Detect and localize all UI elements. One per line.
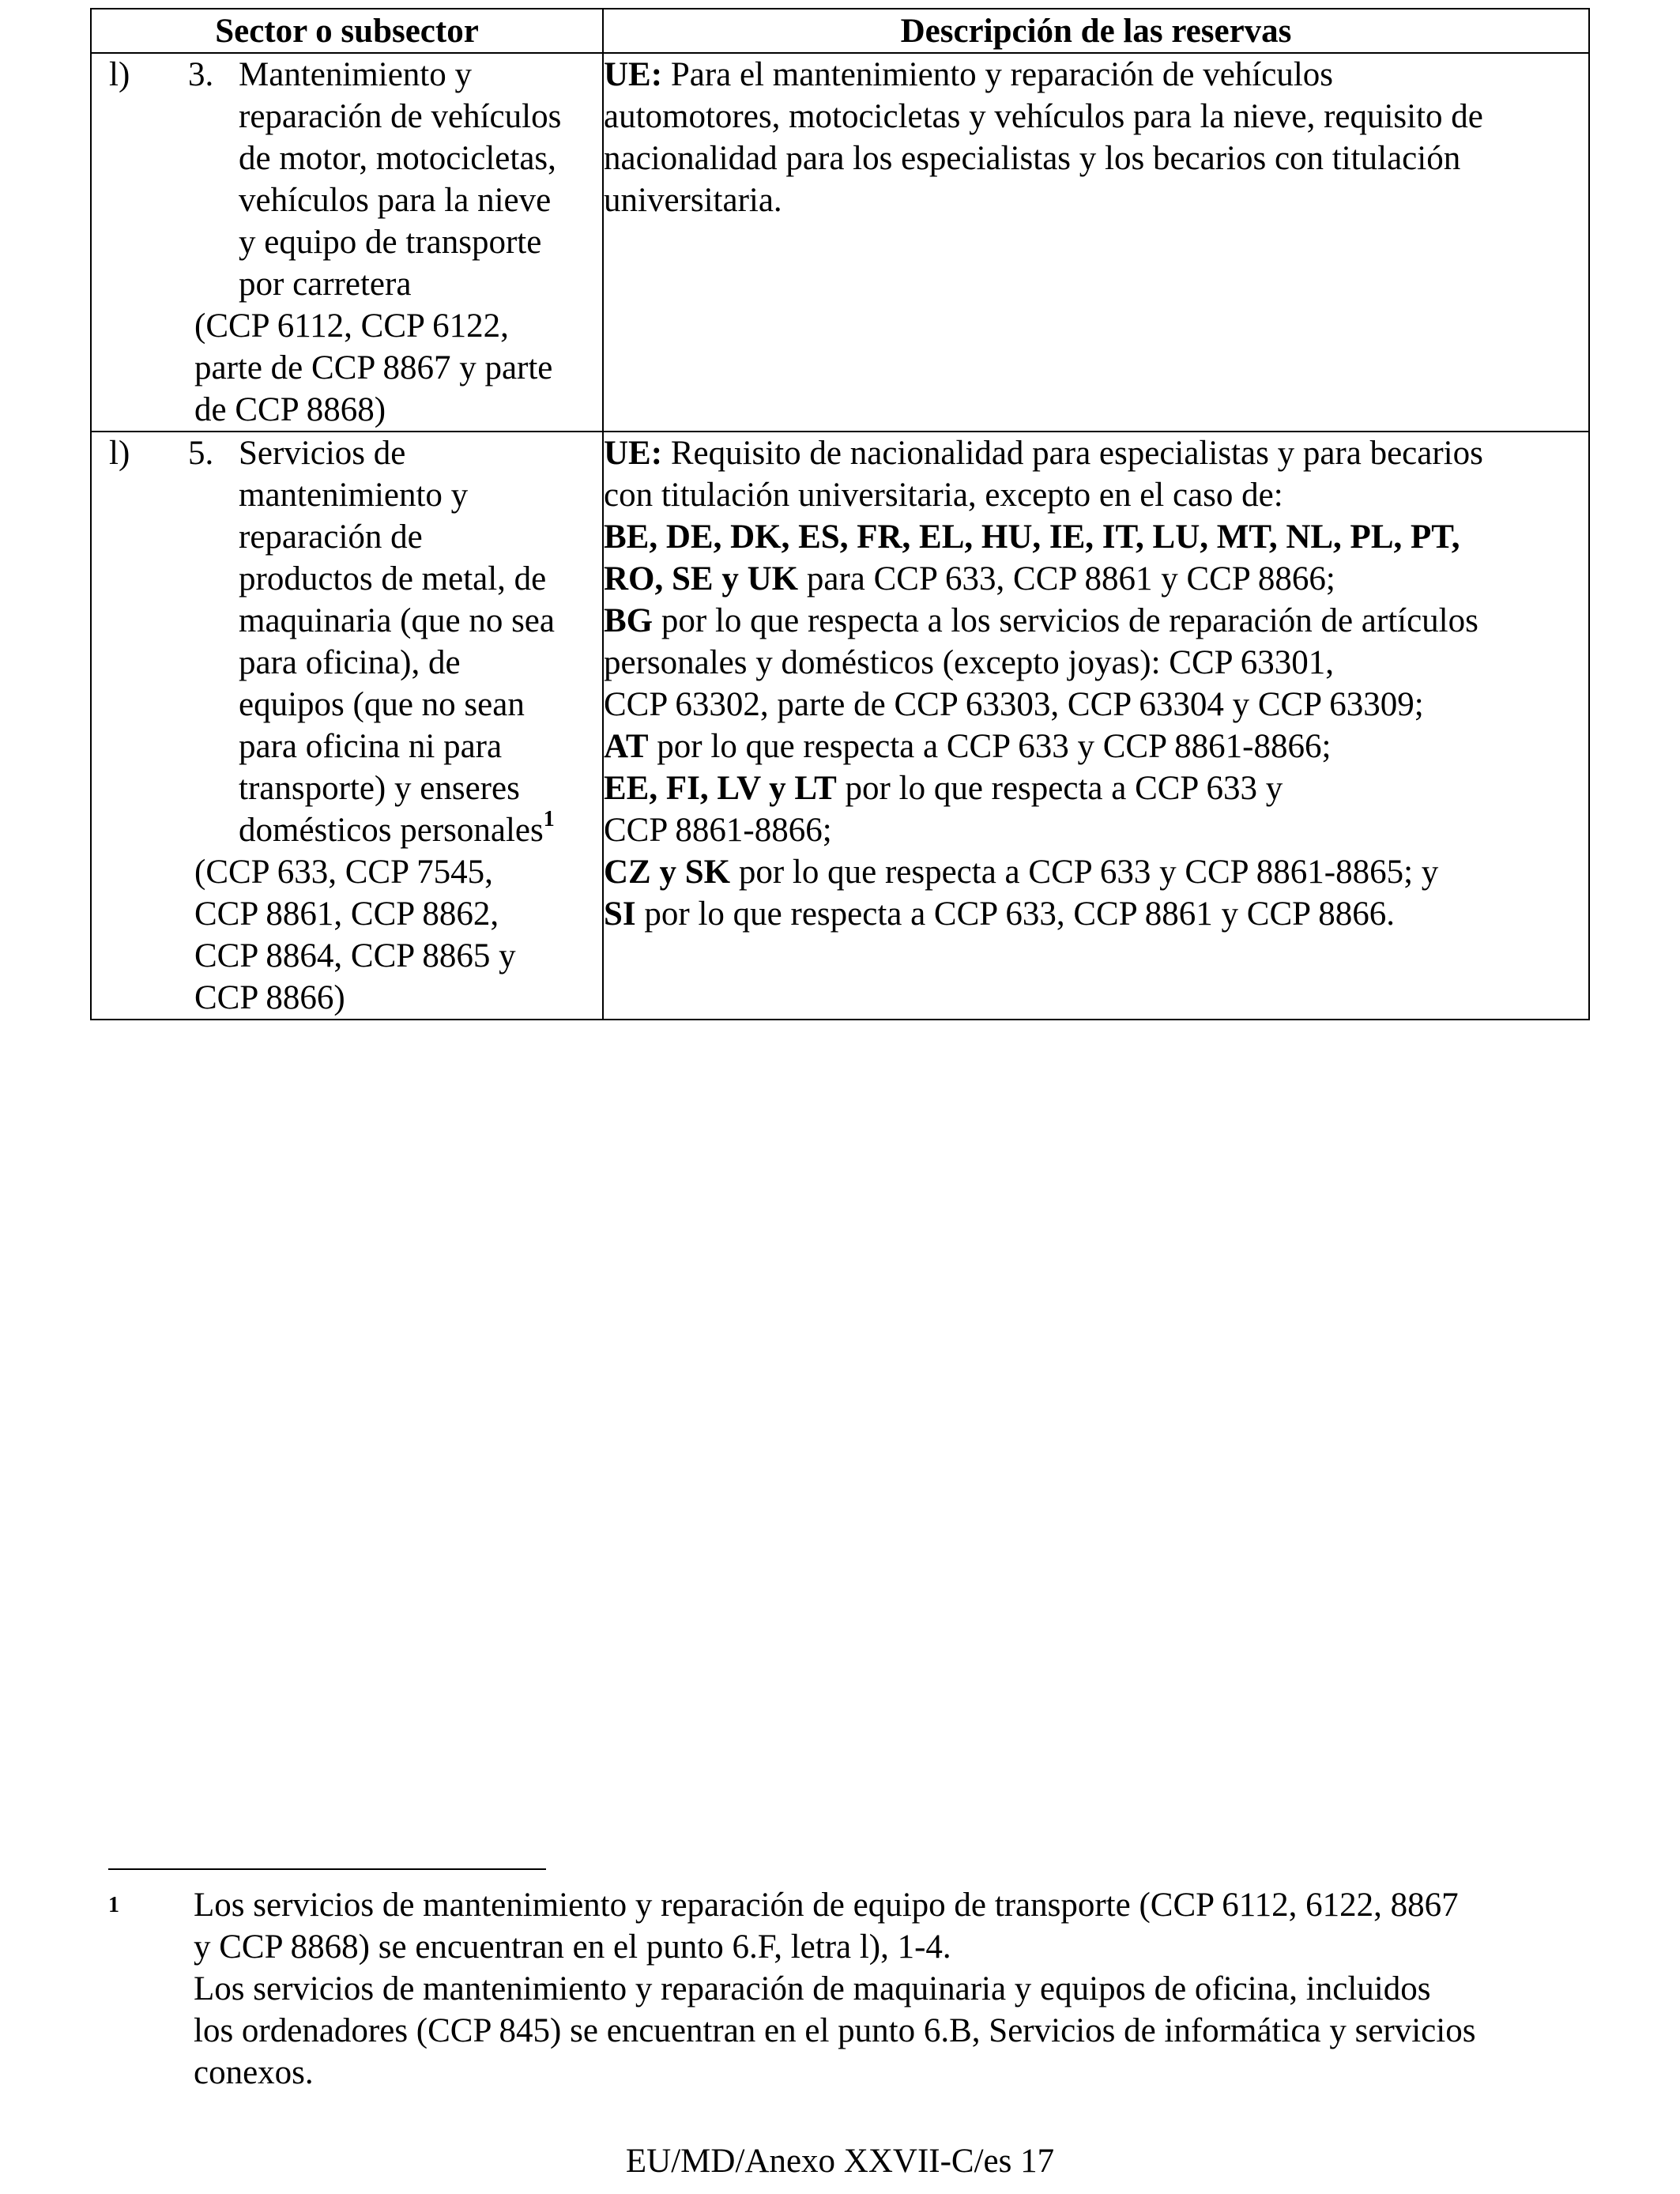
sector-letter: l) xyxy=(109,56,130,93)
sector-cell xyxy=(91,432,603,1020)
footnote-text xyxy=(194,1884,1584,2094)
bold-country-codes: RO, SE y UK xyxy=(604,560,799,598)
sector-line: de motor, motocicletas, xyxy=(239,140,556,177)
footnote-line: Los servicios de mantenimiento y reparación de maquinaria y equipos de oficina, incluidos xyxy=(194,1970,1431,2007)
sector-line: por carretera xyxy=(239,266,412,303)
page-footer: EU/MD/Anexo XXVII-C/es 17 xyxy=(625,2143,1055,2180)
sector-line: Servicios de xyxy=(239,435,406,472)
description-text: con titulación universitaria, excepto en el caso de: xyxy=(604,477,1283,514)
reservations-table xyxy=(90,8,1590,1020)
sector-line: equipos (que no sean xyxy=(239,686,525,723)
table-row xyxy=(91,53,1589,432)
description-text: por lo que respecta a los servicios de reparación de artículos xyxy=(653,602,1478,639)
description-text: por lo que respecta a CCP 633, CCP 8861 y CCP 8866. xyxy=(635,895,1395,933)
sector-line: mantenimiento y xyxy=(239,477,469,514)
footnote-reference: 1 xyxy=(543,806,555,831)
table-header-row xyxy=(91,9,1589,53)
header-sector: Sector o subsector xyxy=(91,9,603,53)
description-line xyxy=(604,684,1588,726)
description-cell xyxy=(603,53,1589,432)
sector-ccp-line: de CCP 8868) xyxy=(194,391,386,428)
sector-line: y equipo de transporte xyxy=(239,224,542,261)
description-line xyxy=(604,851,1588,893)
description-text: por lo que respecta a CCP 633 y CCP 8861-8865; y xyxy=(730,854,1439,891)
bold-country-codes: EE, FI, LV y LT xyxy=(604,770,837,807)
description-line xyxy=(604,558,1588,600)
bold-country-codes: SI xyxy=(604,895,636,933)
bold-country-codes: AT xyxy=(604,728,649,765)
footnote-line: Los servicios de mantenimiento y reparación de equipo de transporte (CCP 6112, 6122, 8867 xyxy=(194,1887,1459,1924)
footnote-separator xyxy=(108,1868,546,1870)
footnote-line: los ordenadores (CCP 845) se encuentran en el punto 6.B, Servicios de informática y servicios xyxy=(194,2012,1476,2049)
sector-ccp-line: (CCP 6112, CCP 6122, xyxy=(194,307,509,345)
description-line xyxy=(604,474,1588,516)
sector-letter: l) xyxy=(109,435,130,472)
description-line xyxy=(604,642,1588,684)
sector-line: reparación de vehículos xyxy=(239,98,562,135)
description-text: Para el mantenimiento y reparación de vehículos xyxy=(662,56,1333,93)
footnote-mark: 1 xyxy=(108,1893,119,1917)
sector-line: vehículos para la nieve xyxy=(239,182,552,219)
sector-ccp-line: CCP 8864, CCP 8865 y xyxy=(194,937,516,974)
header-description: Descripción de las reservas xyxy=(603,9,1589,53)
table-body xyxy=(91,53,1589,1020)
description-line xyxy=(604,96,1588,138)
bold-country-codes: UE: xyxy=(604,435,663,472)
description-line xyxy=(604,138,1588,179)
description-text: por lo que respecta a CCP 633 y CCP 8861-8866; xyxy=(648,728,1332,765)
sector-line: para oficina ni para xyxy=(239,728,503,765)
description-text: CCP 63302, parte de CCP 63303, CCP 63304 y CCP 63309; xyxy=(604,686,1424,723)
description-line xyxy=(604,767,1588,809)
bold-country-codes: CZ y SK xyxy=(604,854,731,891)
sector-line: productos de metal, de xyxy=(239,560,547,598)
description-text: universitaria. xyxy=(604,182,782,219)
sector-line: domésticos personales$^1$ xyxy=(239,806,555,849)
sector-line: Mantenimiento y xyxy=(239,56,472,93)
description-text: para CCP 633, CCP 8861 y CCP 8866; xyxy=(798,560,1335,598)
sector-number: 3. xyxy=(188,56,214,93)
sector-line: reparación de xyxy=(239,518,423,556)
description-text: nacionalidad para los especialistas y los becarios con titulación xyxy=(604,140,1461,177)
footnote-line: y CCP 8868) se encuentran en el punto 6.F, letra l), 1-4. xyxy=(194,1928,951,1966)
description-line xyxy=(604,726,1588,767)
description-line xyxy=(604,179,1588,221)
sector-line: transporte) y enseres xyxy=(239,770,520,807)
description-cell xyxy=(603,432,1589,1020)
sector-line: para oficina), de xyxy=(239,644,461,681)
description-text: automotores, motocicletas y vehículos para la nieve, requisito de xyxy=(604,98,1483,135)
sector-ccp-line: CCP 8861, CCP 8862, xyxy=(194,895,499,933)
bold-country-codes: BG xyxy=(604,602,654,639)
sector-ccp-line: (CCP 633, CCP 7545, xyxy=(194,854,493,891)
sector-ccp-line: parte de CCP 8867 y parte xyxy=(194,349,553,386)
bold-country-codes: UE: xyxy=(604,56,663,93)
description-line xyxy=(604,893,1588,935)
description-text: por lo que respecta a CCP 633 y xyxy=(836,770,1283,807)
description-text: Requisito de nacionalidad para especialistas y para becarios xyxy=(662,435,1483,472)
description-line xyxy=(604,600,1588,642)
table-row xyxy=(91,432,1589,1020)
footnote-line: conexos. xyxy=(194,2054,314,2091)
bold-country-codes: BE, DE, DK, ES, FR, EL, HU, IE, IT, LU, MT, NL, PL, PT, xyxy=(604,518,1460,556)
sector-line: maquinaria (que no sea xyxy=(239,602,555,639)
description-line xyxy=(604,809,1588,851)
description-text: CCP 8861-8866; xyxy=(604,812,832,849)
sector-ccp-line: CCP 8866) xyxy=(194,979,345,1016)
description-line xyxy=(604,54,1588,96)
description-line xyxy=(604,516,1588,558)
sector-cell xyxy=(91,53,603,432)
sector-number: 5. xyxy=(188,435,214,472)
description-text: personales y domésticos (excepto joyas): CCP 63301, xyxy=(604,644,1334,681)
description-line xyxy=(604,432,1588,474)
